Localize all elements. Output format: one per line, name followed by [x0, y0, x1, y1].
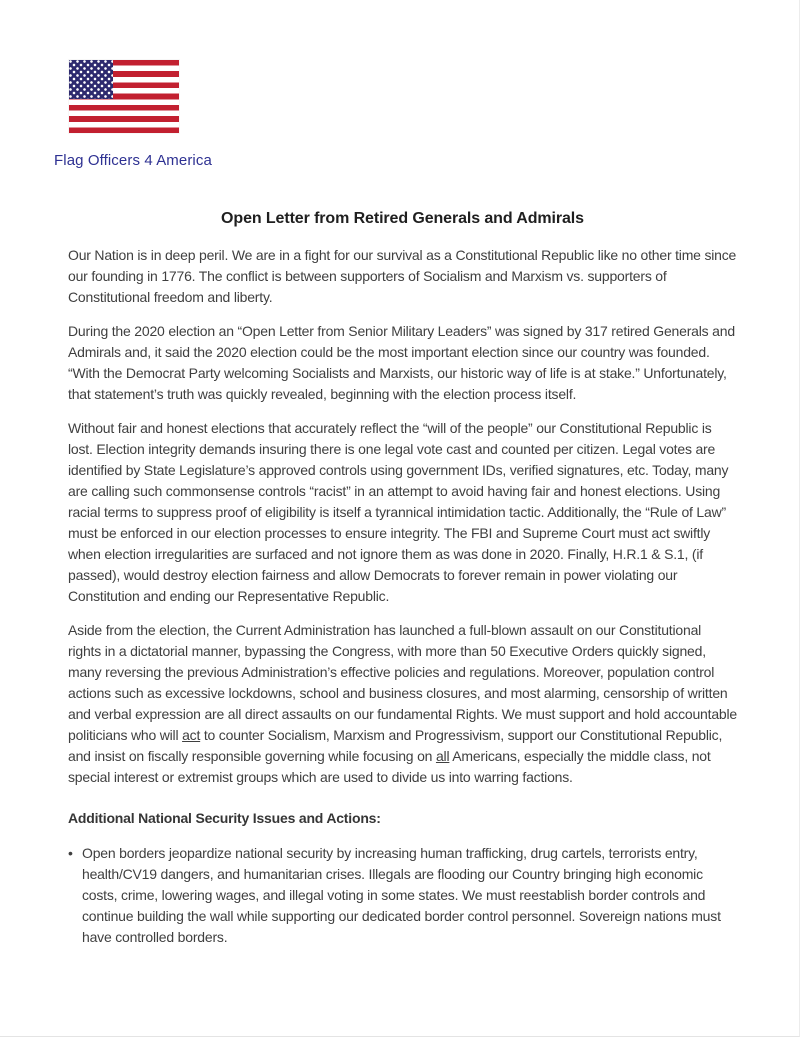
letterhead: [54, 0, 737, 169]
underlined-word-all: all: [435, 748, 450, 764]
org-name: Flag Officers 4 America: [54, 152, 212, 169]
paragraph-4-text: Americans, especially the middle class, not special interest or extremist groups which are used to divide us into warring factions.: [68, 748, 711, 785]
underlined-word-act: act: [182, 727, 201, 743]
flag-canton: [69, 60, 113, 99]
us-flag-icon: [69, 60, 179, 133]
paragraph-3: Without fair and honest elections that accurately reflect the “will of the people” our Constitutional Republic is lost. Election integrity demands insuring there is one legal vote cast and counted per citizen. Legal votes are identified by State Legislature’s approved controls using government IDs, verified signatures, etc. Today, many are calling such commonsense controls “racist” in an attempt to avoid having fair and honest elections. Using racial terms to suppress proof of eligibility is itself a tyrannical intimidation tactic. Additionally, the “Rule of Law” must be enforced in our election processes to ensure integrity. The FBI and Supreme Court must act swiftly when election irregularities are surfaced and not ignore them as was done in 2020. Finally, H.R.1 & S.1, (if passed), would destroy election fairness and allow Democrats to forever remain in power violating our Constitution and ending our Representative Republic.: [68, 420, 729, 604]
list-item: [68, 843, 737, 961]
paragraph-1: Our Nation is in deep peril. We are in a fight for our survival as a Constitutional Republic like no other time since our founding in 1776. The conflict is between supporters of Socialism and Marxism vs. supporters of Constitutional freedom and liberty.: [68, 247, 737, 305]
letter-title: Open Letter from Retired Generals and Admirals: [221, 210, 584, 227]
paragraph-4: [68, 620, 737, 788]
section-heading: Additional National Security Issues and Actions:: [68, 810, 381, 826]
paragraph-4-text: Aside from the election, the Current Administration has launched a full-blown assault on our Constitutional rights in a dictatorial manner, bypassing the Congress, with more than 50 Executive Orders quickly signed, many reversing the previous Administration’s effective policies and regulations. Moreover, population control actions such as excessive lockdowns, school and business closures, and most alarming, censorship of written and verbal expression are all direct assaults on our fundamental Rights. We must support and hold accountable politicians who will: [68, 622, 738, 743]
bullet-icon: •: [68, 845, 73, 861]
paragraph-2: During the 2020 election an “Open Letter from Senior Military Leaders” was signed by 317 retired Generals and Admirals and, it said the 2020 election could be the most important election since our country was founded. “With the Democrat Party welcoming Socialists and Marxists, our historic way of life is at stake.” Unfortunately, that statement’s truth was quickly revealed, beginning with the election process itself.: [68, 323, 735, 402]
bullet-text: Open borders jeopardize national security by increasing human trafficking, drug cartels, terrorists entry, health/CV19 dangers, and humanitarian crises. Illegals are flooding our Country bringing high economic costs, crime, lowering wages, and illegal voting in some states. We must reestablish border controls and continue building the wall while supporting our dedicated border control personnel. Sovereign nations must have controlled borders.: [82, 845, 721, 945]
paragraph-4-text: to counter Socialism, Marxism and Progressivism, support our Constitutional Republic, and insist on fiscally responsible governing while focusing on: [68, 727, 723, 764]
letter-body: [68, 245, 737, 961]
